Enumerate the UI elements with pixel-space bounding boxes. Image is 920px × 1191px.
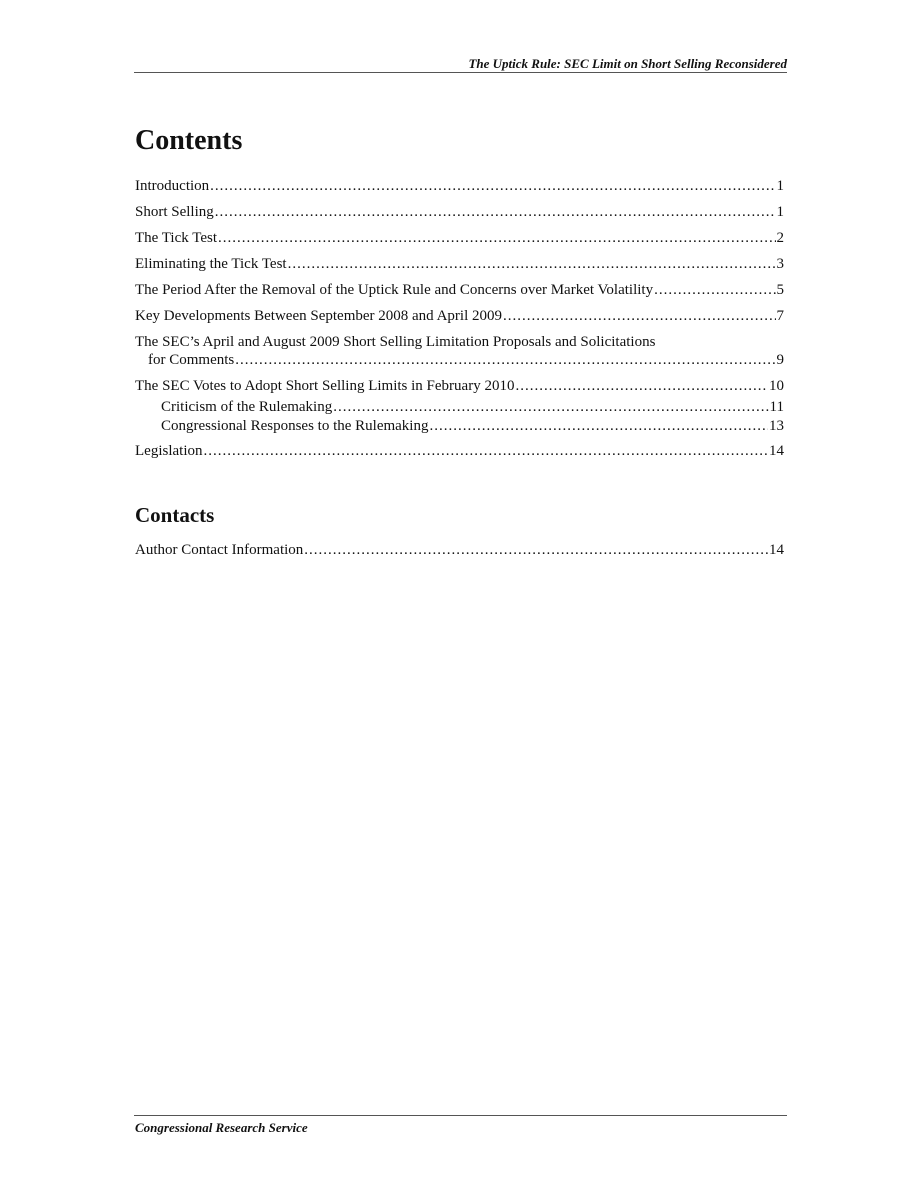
dot-leader xyxy=(654,281,775,299)
toc-entry-label: Criticism of the Rulemaking xyxy=(161,399,333,415)
toc-entry-author-contact[interactable] xyxy=(135,541,784,559)
toc-page-number: 7 xyxy=(776,308,784,324)
footer-text: Congressional Research Service xyxy=(135,1120,308,1135)
toc-entry-period-after-removal[interactable] xyxy=(135,281,784,299)
dot-leader xyxy=(218,229,775,247)
toc-entry-legislation[interactable] xyxy=(135,442,784,460)
toc-entry-label: Author Contact Information xyxy=(135,542,304,558)
toc-entry-criticism[interactable] xyxy=(135,398,784,416)
toc-entry-label: Key Developments Between September 2008 and April 2009 xyxy=(135,308,503,324)
toc-page-number: 11 xyxy=(769,399,784,415)
dot-leader xyxy=(515,377,768,395)
toc-entry-eliminating-tick-test[interactable] xyxy=(135,255,784,273)
toc-page-number: 1 xyxy=(776,204,784,220)
toc-page-number: 14 xyxy=(769,443,784,459)
dot-leader xyxy=(210,177,775,195)
toc-page-number: 14 xyxy=(769,542,784,558)
toc-page-number: 9 xyxy=(776,352,784,368)
toc-entry-label: Legislation xyxy=(135,443,203,459)
toc-entry-label: Eliminating the Tick Test xyxy=(135,256,287,272)
toc-entry-label: The Period After the Removal of the Uptick Rule and Concerns over Market Volatility xyxy=(135,282,654,298)
dot-leader xyxy=(235,351,775,369)
contacts-list xyxy=(135,541,784,567)
dot-leader xyxy=(204,442,769,460)
header-rule xyxy=(134,72,787,73)
dot-leader xyxy=(304,541,768,559)
contacts-title: Contacts xyxy=(135,503,215,527)
toc-entry-label-line2: for Comments xyxy=(148,352,235,368)
running-header: The Uptick Rule: SEC Limit on Short Selling Reconsidered xyxy=(468,56,787,71)
toc-entry-short-selling[interactable] xyxy=(135,203,784,221)
toc-entry-key-developments[interactable] xyxy=(135,307,784,325)
toc-entry-sec-proposals[interactable] xyxy=(135,333,784,369)
toc-page-number: 3 xyxy=(776,256,784,272)
dot-leader xyxy=(215,203,776,221)
toc-page-number: 1 xyxy=(776,178,784,194)
toc-entry-introduction[interactable] xyxy=(135,177,784,195)
toc-page-number: 2 xyxy=(776,230,784,246)
dot-leader xyxy=(333,398,768,416)
toc-page-number: 10 xyxy=(769,378,784,394)
toc-entry-label: The Tick Test xyxy=(135,230,218,246)
toc-entry-line2 xyxy=(135,351,784,369)
dot-leader xyxy=(288,255,776,273)
toc-entry-label: Introduction xyxy=(135,178,210,194)
contents-list xyxy=(135,177,784,468)
toc-entry-congressional-responses[interactable] xyxy=(135,417,784,435)
dot-leader xyxy=(503,307,775,325)
toc-entry-label: The SEC Votes to Adopt Short Selling Limits in February 2010 xyxy=(135,378,515,394)
toc-entry-label-line1: The SEC’s April and August 2009 Short Selling Limitation Proposals and Solicitations xyxy=(135,334,656,350)
toc-page-number: 5 xyxy=(776,282,784,298)
toc-entry-label: Congressional Responses to the Rulemaking xyxy=(161,418,429,434)
toc-entry-sec-votes[interactable] xyxy=(135,377,784,395)
dot-leader xyxy=(429,417,768,435)
toc-page-number: 13 xyxy=(769,418,784,434)
toc-entry-tick-test[interactable] xyxy=(135,229,784,247)
toc-entry-label: Short Selling xyxy=(135,204,214,220)
contents-title: Contents xyxy=(135,125,243,156)
footer-rule xyxy=(134,1115,787,1116)
